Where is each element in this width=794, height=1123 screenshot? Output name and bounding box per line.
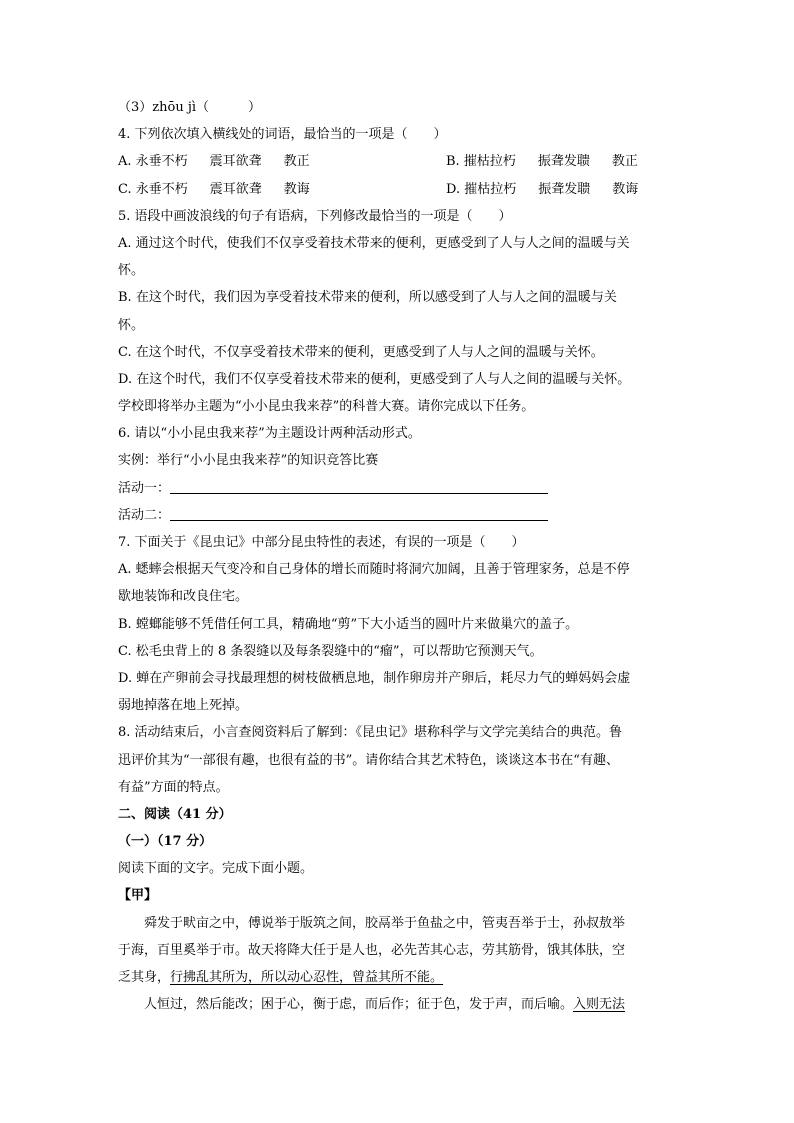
activity-one-row	[118, 475, 678, 502]
exam-page	[118, 94, 678, 1018]
q4-option-b-word2: 振聋发聩	[537, 154, 590, 170]
q6-stem: 6. 请以“小小昆虫我来荐”为主题设计两种活动形式。	[118, 426, 421, 442]
q4-option-d-word2: 振聋发聩	[538, 181, 591, 197]
q4-option-a-word1: A. 永垂不朽	[118, 154, 188, 170]
subsection-one-heading: （一）（17 分）	[118, 834, 213, 850]
q8-line2: 迅评价其为“一部很有趣，也很有益的书”。请你结合其艺术特色，谈谈这本书在“有趣、	[118, 752, 619, 768]
q4-option-b	[446, 148, 638, 175]
q4-option-c-word2: 震耳欲聋	[209, 181, 262, 197]
passage-p1-line3-plain: 乏其身，	[118, 970, 171, 985]
q5-option-b-line1: B. 在这个时代，我们因为享受着技术带来的便利，所以感受到了人与人之间的温暖与关	[118, 290, 617, 306]
activity-two-row	[118, 502, 678, 529]
q4-option-a	[118, 148, 446, 175]
q4-option-a-word2: 震耳欲聋	[209, 154, 262, 170]
q4-option-c	[118, 176, 446, 203]
q4-option-c-word1: C. 永垂不朽	[118, 181, 188, 197]
q4-option-d-word1: D. 摧枯拉朽	[446, 181, 517, 197]
q4-option-b-word3: 教正	[611, 154, 638, 170]
passage-p1-line1: 舜发于畎亩之中，傅说举于版筑之间，胶鬲举于鱼盐之中，管夷吾举于士，孙叔敖举	[144, 915, 626, 931]
q8-line1: 8. 活动结束后，小言查阅资料后了解到：《昆虫记》堪称科学与文学完美结合的典范。鲁	[118, 725, 623, 741]
passage-p2-plain: 人恒过，然后能改；困于心，衡于虑，而后作；征于色，发于声，而后喻。	[144, 997, 574, 1013]
q4-option-d	[446, 176, 638, 203]
q8-line3: 有益”方面的特点。	[118, 779, 229, 795]
q4-option-a-word3: 教正	[283, 154, 310, 170]
q5-option-d: D. 在这个时代，我们不仅享受着技术带来的便利，更感受到了人与人之间的温暖与关怀。	[118, 371, 631, 387]
q5-option-c: C. 在这个时代，不仅享受着技术带来的便利，更感受到了人与人之间的温暖与关怀。	[118, 344, 604, 360]
activity-two-label: 活动二：	[118, 507, 171, 523]
q7-option-a-line1: A. 蟋蟀会根据天气变冷和自己身体的增长而随时将洞穴加阔，且善于管理家务，总是不停	[118, 562, 630, 578]
q4-stem: 4. 下列依次填入横线处的词语，最恰当的一项是（ ）	[118, 127, 447, 143]
q7-option-d-line2: 弱地掉落在地上死掉。	[118, 698, 249, 714]
q5-option-a-line2: 怀。	[118, 263, 145, 279]
q4-options-row-1	[118, 148, 678, 175]
q4-option-b-word1: B. 摧枯拉朽	[446, 154, 516, 170]
passage-jia-label: 【甲】	[118, 888, 158, 904]
q6-example: 实例：举行“小小昆虫我来荐”的知识竞答比赛	[118, 453, 379, 469]
passage-p2-line1	[118, 991, 678, 1018]
reading-instruction: 阅读下面的文字。完成下面小题。	[118, 861, 314, 877]
q5-option-b-line2: 怀。	[118, 317, 145, 333]
contest-intro: 学校即将举办主题为“小小昆虫我来荐”的科普大赛。请你完成以下任务。	[118, 399, 535, 415]
q5-option-a-line1: A. 通过这个时代，使我们不仅享受着技术带来的便利，更感受到了人与人之间的温暖与关	[118, 235, 630, 251]
activity-one-label: 活动一：	[118, 480, 171, 496]
q7-option-d-line1: D. 蝉在产卵前会寻找最理想的树枝做栖息地，制作卵房并产卵后，耗尽力气的蝉妈妈会虚	[118, 670, 631, 686]
q3-pinyin-item: （3）zhōu jì（ ）	[118, 100, 262, 115]
q7-option-c: C. 松毛虫背上的 8 条裂缝以及每条裂缝中的“瘤”，可以帮助它预测天气。	[118, 643, 543, 659]
q4-option-d-word3: 教诲	[612, 181, 639, 197]
q4-options-row-2	[118, 176, 678, 203]
q7-option-b: B. 螳螂能够不凭借任何工具，精确地“剪”下大小适当的圆叶片来做巢穴的盖子。	[118, 616, 579, 632]
passage-p1-line3	[118, 964, 678, 991]
q7-stem: 7. 下面关于《昆虫记》中部分昆虫特性的表述，有误的一项是（ ）	[118, 535, 525, 550]
q5-stem: 5. 语段中画波浪线的句子有语病，下列修改最恰当的一项是（ ）	[118, 208, 512, 224]
q7-option-a-line2: 歇地装饰和改良住宅。	[118, 589, 249, 605]
activity-one-answer-blank[interactable]	[170, 478, 548, 494]
passage-p2-underlined-start: 入则无法	[573, 997, 626, 1013]
section-two-heading: 二、阅读（41 分）	[118, 806, 232, 822]
q4-option-c-word3: 教诲	[283, 181, 310, 197]
passage-p1-line2: 于海，百里奚举于市。故天将降大任于是人也，必先苦其心志，劳其筋骨，饿其体肤，空	[118, 942, 626, 958]
passage-p1-underlined-sentence: 行拂乱其所为，所以动心忍性，曾益其所不能。	[170, 970, 444, 985]
activity-two-answer-blank[interactable]	[170, 505, 548, 521]
